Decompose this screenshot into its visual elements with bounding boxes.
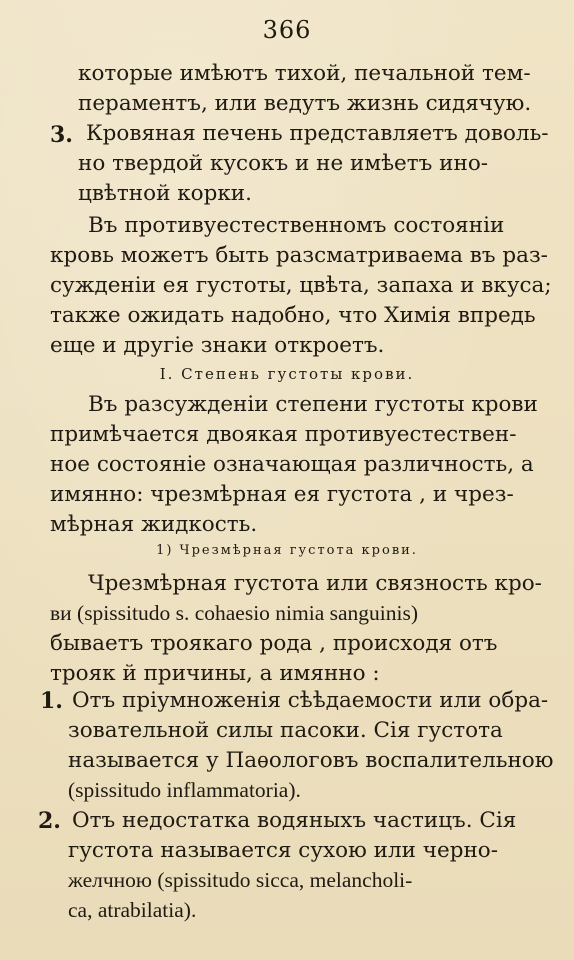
text-line-18: бываетъ троякаго рода , происходя отъ (50, 631, 498, 656)
text-line-8: сужденіи ея густоты, цвѣта, запаха и вкуса; (50, 273, 552, 298)
text-line-14: имянно: чрезмѣрная ея густота , и чрез- (50, 482, 514, 507)
text-line-9: также ожидать надобно, что Химія впредь (50, 303, 536, 328)
text-line-22: называется у Паѳологовъ воспалительною (68, 748, 554, 773)
text-line-4: но твердой кусокъ и не имѣетъ ино- (78, 151, 489, 176)
text-line-12: примѣчается двоякая противуестествен- (50, 422, 517, 447)
text-line-21: зовательной силы пасоки. Сія густота (68, 718, 503, 743)
text-line-23: (spissitudo inflammatoria). (68, 778, 301, 802)
text-line-16: Чрезмѣрная густота или связность кро- (88, 571, 542, 596)
text-line-2: пераментъ, или ведутъ жизнь сидячую. (78, 91, 532, 116)
text-line-15: мѣрная жидкость. (50, 512, 258, 537)
page-number: 366 (262, 16, 312, 44)
text-line-1: которые имѣютъ тихой, печальной тем- (78, 61, 531, 86)
item-number-1: 1. (40, 688, 63, 714)
text-line-3: Кровяная печень представляетъ доволь- (86, 121, 549, 146)
text-line-20: Отъ пріумноженія сѣѣдаемости или обра- (72, 688, 549, 713)
section-heading: I. Степень густоты крови. (159, 365, 415, 383)
text-line-7: кровь можетъ быть разсматриваема въ раз- (50, 243, 548, 268)
text-line-10: еще и другіе знаки откроетъ. (50, 333, 385, 358)
text-line-25: густота называется сухою или черно- (68, 838, 499, 863)
text-line-17: ви (spissitudo s. cohaesio nimia sanguinis) (50, 601, 419, 625)
text-line-11: Въ разсужденіи степени густоты крови (88, 392, 538, 417)
text-line-5: цвѣтной корки. (78, 181, 252, 206)
text-line-26: желчною (spissitudo sicca, melancholi- (68, 868, 413, 892)
text-line-24: Отъ недостатка водяныхъ частицъ. Сія (72, 808, 517, 833)
text-line-6: Въ противуестественномъ состояніи (88, 213, 505, 238)
text-line-19: трояк й причины, а имянно : (50, 661, 380, 686)
item-number-2: 2. (38, 808, 61, 834)
text-line-13: ное состояніе означающая различность, а (50, 452, 534, 477)
item-number-3: 3. (50, 122, 73, 148)
text-line-27: ca, atrabilatia). (68, 898, 197, 922)
subsection-heading: 1) Чрезмѣрная густота крови. (156, 543, 418, 558)
